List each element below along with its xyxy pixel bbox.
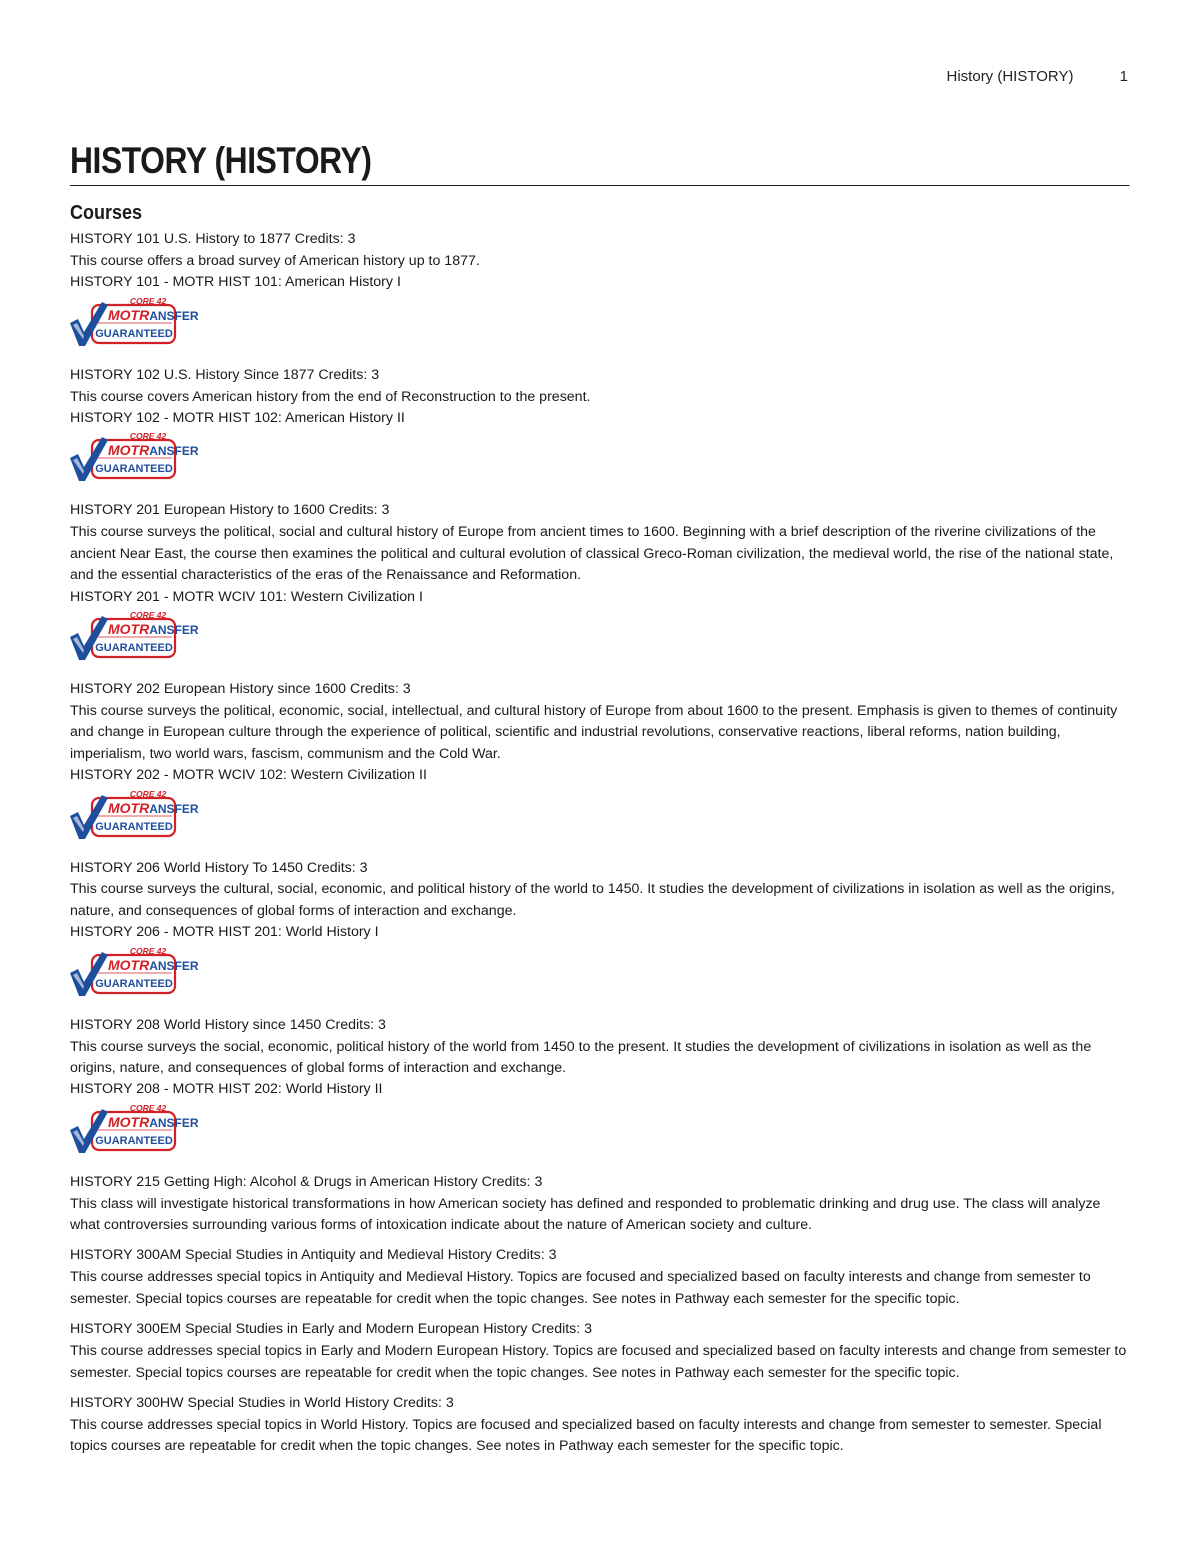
motr-transfer-badge [68,788,199,841]
motr-transfer-badge [68,945,199,998]
svg-text:MOTRANSFER: MOTRANSFER [108,442,199,459]
running-header-title: History (HISTORY) [946,68,1074,85]
course-entry [70,679,1132,841]
course-list [70,229,1132,1458]
course-title: HISTORY 102 U.S. History Since 1877 Credits: 3 [70,366,380,383]
motr-equivalency: HISTORY 102 - MOTR HIST 102: American History II [70,410,405,427]
course-title: HISTORY 202 European History since 1600 Credits: 3 [70,680,411,697]
svg-text:GUARANTEED: GUARANTEED [95,327,173,340]
course-entry [70,1393,1132,1458]
motr-transfer-badge [68,295,199,348]
motr-transfer-badge [68,1102,199,1155]
course-description: This course covers American history from the end of Reconstruction to the present. [70,388,591,405]
course-entry [70,1245,1132,1310]
course-description: This course surveys the social, economic, political history of the world from 1450 to the present. It studies the development of civilizations in isolation as well as the origins, nature, and consequences of global forms of interaction and exchange. [70,1038,1092,1076]
course-description: This course addresses special topics in Early and Modern European History. Topics are focused and specialized based on faculty interests and change from semester to semester. Special topics courses are repeatable for credit when the topic changes. See notes in Pathway each semester for the specific topic. [70,1343,1127,1381]
svg-text:MOTRANSFER: MOTRANSFER [108,799,199,816]
course-title: HISTORY 300AM Special Studies in Antiquity and Medieval History Credits: 3 [70,1247,557,1264]
course-description: This course surveys the political, social and cultural history of Europe from ancient times to 1600. Beginning with a brief description of the riverine civilizations of the ancient Near East, the course then examines the political and cultural evolution of classical Greco-Roman civilization, the medieval world, the rise of the national state, and the essential characteristics of the eras of the Renaissance and Reformation. [70,524,1114,584]
running-header [947,68,1128,85]
svg-text:CORE 42: CORE 42 [129,295,167,306]
course-title: HISTORY 101 U.S. History to 1877 Credits: 3 [70,231,356,247]
svg-text:MOTRANSFER: MOTRANSFER [108,956,199,973]
course-entry [70,229,1132,348]
course-entry [70,858,1132,998]
motr-equivalency: HISTORY 206 - MOTR HIST 201: World History I [70,924,379,941]
motr-equivalency: HISTORY 201 - MOTR WCIV 101: Western Civilization I [70,588,423,605]
course-entry [70,1319,1132,1384]
svg-text:CORE 42: CORE 42 [129,431,167,442]
svg-text:MOTRANSFER: MOTRANSFER [108,306,199,323]
motr-transfer-badge [68,609,199,662]
svg-text:MOTRANSFER: MOTRANSFER [108,1113,199,1130]
course-entry [70,500,1132,662]
motr-transfer-badge [68,431,199,483]
svg-text:CORE 42: CORE 42 [129,609,167,620]
course-title: HISTORY 206 World History To 1450 Credits: 3 [70,859,368,876]
svg-text:GUARANTEED: GUARANTEED [95,641,173,654]
course-description: This class will investigate historical transformations in how American society has defined and responded to problematic drinking and drug use. The class will analyze what controversies surrounding various forms of intoxication indicate about the nature of American society and culture. [70,1195,1101,1234]
course-description: This course offers a broad survey of American history up to 1877. [70,252,480,269]
motr-equivalency: HISTORY 202 - MOTR WCIV 102: Western Civilization II [70,767,427,784]
course-entry [70,1172,1132,1237]
course-title: HISTORY 215 Getting High: Alcohol & Drugs in American History Credits: 3 [70,1173,543,1190]
course-description: This course addresses special topics in Antiquity and Medieval History. Topics are focused and specialized based on faculty interests and change from semester to semester. Special topics courses are repeatable for credit when the topic changes. See notes in Pathway each semester for the specific topic. [70,1269,1091,1307]
svg-text:CORE 42: CORE 42 [129,788,167,799]
svg-text:GUARANTEED: GUARANTEED [95,463,173,476]
page-number: 1 [1119,68,1128,85]
svg-text:GUARANTEED: GUARANTEED [95,977,173,990]
motr-equivalency: HISTORY 208 - MOTR HIST 202: World History II [70,1081,383,1098]
course-title: HISTORY 201 European History to 1600 Credits: 3 [70,502,390,519]
svg-text:MOTRANSFER: MOTRANSFER [108,620,199,637]
course-entry [70,1015,1132,1155]
section-title: Courses [70,202,143,224]
svg-text:CORE 42: CORE 42 [129,1102,167,1113]
course-title: HISTORY 300EM Special Studies in Early and Modern European History Credits: 3 [70,1321,593,1338]
course-title: HISTORY 300HW Special Studies in World History Credits: 3 [70,1394,454,1411]
page-title: HISTORY (HISTORY) [70,140,1129,186]
course-description: This course addresses special topics in World History. Topics are focused and specialized based on faculty interests and change from semester to semester. Special topics courses are repeatable for credit when the topic changes. See notes in Pathway each semester for the specific topic. [70,1416,1102,1455]
document-body [70,140,1132,1467]
course-description: This course surveys the political, economic, social, intellectual, and cultural history of Europe from about 1600 to the present. Emphasis is given to themes of continuity and change in European culture through the experience of political, scientific and industrial revolutions, conservative reactions, liberal reforms, nation building, imperialism, two world wars, fascism, communism and the Cold War. [70,702,1118,762]
course-description: This course surveys the cultural, social, economic, and political history of the world to 1450. It studies the development of civilizations in isolation as well as the origins, nature, and consequences of global forms of interaction and exchange. [70,881,1115,919]
svg-text:CORE 42: CORE 42 [129,945,167,956]
svg-text:GUARANTEED: GUARANTEED [95,820,173,833]
course-entry [70,365,1132,484]
svg-text:GUARANTEED: GUARANTEED [95,1134,173,1147]
course-title: HISTORY 208 World History since 1450 Credits: 3 [70,1016,386,1033]
motr-equivalency: HISTORY 101 - MOTR HIST 101: American History I [70,274,401,291]
